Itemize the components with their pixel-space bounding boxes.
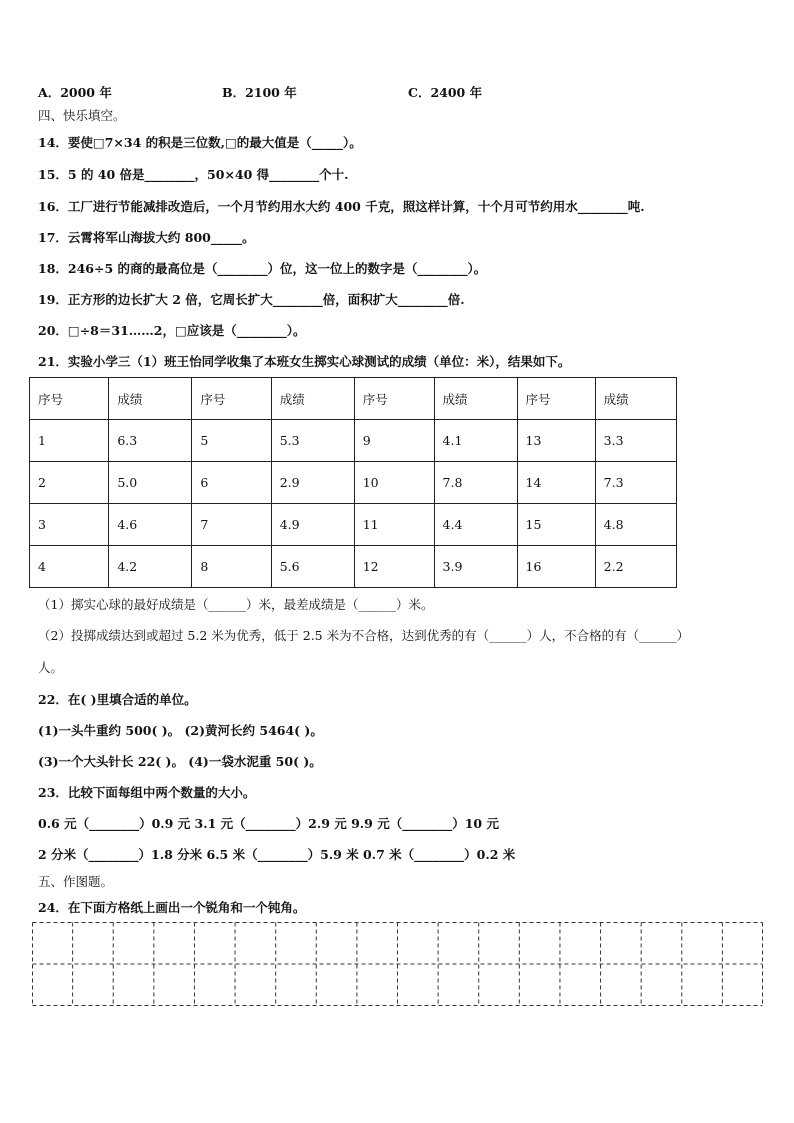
- table-cell: 10: [354, 462, 434, 504]
- choice-c: C．2400 年: [408, 85, 483, 100]
- grid-lines: [32, 922, 763, 1006]
- table-cell: 14: [517, 462, 595, 504]
- table-header-cell: 成绩: [434, 378, 517, 420]
- question-21-part-1: （1）掷实心球的最好成绩是（______）米，最差成绩是（______）米。: [38, 597, 434, 612]
- question-18: 18．246÷5 的商的最高位是（________）位，这一位上的数字是（________）。: [38, 261, 487, 276]
- choice-a: A．2000 年: [38, 85, 112, 100]
- question-21-part-2: （2）投掷成绩达到或超过 5.2 米为优秀，低于 2.5 米为不合格，达到优秀的有（______）人，不合格的有（______）: [38, 628, 690, 643]
- table-cell: 2: [30, 462, 109, 504]
- table-cell: 5.6: [271, 546, 354, 588]
- table-cell: 16: [517, 546, 595, 588]
- drawing-grid[interactable]: [32, 922, 763, 1006]
- question-23: 23．比较下面每组中两个数量的大小。: [38, 785, 256, 800]
- table-cell: 5.0: [109, 462, 192, 504]
- table-cell: 2.2: [595, 546, 676, 588]
- question-23-row-2: 2 分米（________）1.8 分米 6.5 米（________）5.9 米 0.7 米（________）0.2 米: [38, 847, 516, 862]
- table-header-cell: 序号: [517, 378, 595, 420]
- question-20: 20．□÷8＝31……2，□应该是（________）。: [38, 323, 306, 338]
- scores-table: [29, 377, 677, 588]
- table-header-cell: 序号: [192, 378, 271, 420]
- table-cell: 6: [192, 462, 271, 504]
- table-cell: 9: [354, 420, 434, 462]
- table-cell: 4.1: [434, 420, 517, 462]
- table-row: [30, 504, 677, 546]
- section-4-title: 四、快乐填空。: [38, 108, 126, 123]
- question-22-items-2: (3)一个大头针长 22( )。 (4)一袋水泥重 50( )。: [38, 754, 322, 769]
- table-header-cell: 序号: [30, 378, 109, 420]
- question-22: 22．在( )里填合适的单位。: [38, 692, 197, 707]
- table-cell: 4: [30, 546, 109, 588]
- table-cell: 4.4: [434, 504, 517, 546]
- table-cell: 6.3: [109, 420, 192, 462]
- table-cell: 4.6: [109, 504, 192, 546]
- table-cell: 3.9: [434, 546, 517, 588]
- question-19: 19．正方形的边长扩大 2 倍，它周长扩大________倍，面积扩大________倍.: [38, 292, 465, 307]
- table-cell: 13: [517, 420, 595, 462]
- question-14: 14．要使□7×34 的积是三位数,□的最大值是（_____）。: [38, 135, 362, 150]
- question-15: 15．5 的 40 倍是________，50×40 得________个十.: [38, 167, 349, 182]
- table-row: [30, 462, 677, 504]
- question-17: 17．云霄将军山海拔大约 800_____。: [38, 230, 255, 245]
- table-cell: 7.8: [434, 462, 517, 504]
- table-cell: 7.3: [595, 462, 676, 504]
- question-16: 16．工厂进行节能减排改造后，一个月节约用水大约 400 千克，照这样计算，十个月可节约用水________吨.: [38, 199, 645, 214]
- table-cell: 3.3: [595, 420, 676, 462]
- choice-b: B．2100 年: [222, 85, 297, 100]
- question-21-part-2-cont: 人。: [38, 660, 64, 675]
- table-header-cell: 序号: [354, 378, 434, 420]
- table-cell: 11: [354, 504, 434, 546]
- table-cell: 4.8: [595, 504, 676, 546]
- table-cell: 2.9: [271, 462, 354, 504]
- table-header-cell: 成绩: [595, 378, 676, 420]
- table-cell: 5: [192, 420, 271, 462]
- table-row: [30, 546, 677, 588]
- table-cell: 5.3: [271, 420, 354, 462]
- table-cell: 4.9: [271, 504, 354, 546]
- table-cell: 12: [354, 546, 434, 588]
- table-header-cell: 成绩: [271, 378, 354, 420]
- section-5-title: 五、作图题。: [38, 874, 114, 889]
- table-header-cell: 成绩: [109, 378, 192, 420]
- table-row: [30, 420, 677, 462]
- question-24: 24．在下面方格纸上画出一个锐角和一个钝角。: [38, 900, 306, 915]
- table-cell: 1: [30, 420, 109, 462]
- question-22-items-1: (1)一头牛重约 500( )。 (2)黄河长约 5464( )。: [38, 723, 323, 738]
- table-cell: 3: [30, 504, 109, 546]
- table-cell: 8: [192, 546, 271, 588]
- table-cell: 15: [517, 504, 595, 546]
- table-cell: 7: [192, 504, 271, 546]
- table-header-row: [30, 378, 677, 420]
- question-21: 21．实验小学三（1）班王怡同学收集了本班女生掷实心球测试的成绩（单位：米），结果如下。: [38, 354, 571, 369]
- question-23-row-1: 0.6 元（________）0.9 元 3.1 元（________）2.9 元 9.9 元（________）10 元: [38, 816, 499, 831]
- table-cell: 4.2: [109, 546, 192, 588]
